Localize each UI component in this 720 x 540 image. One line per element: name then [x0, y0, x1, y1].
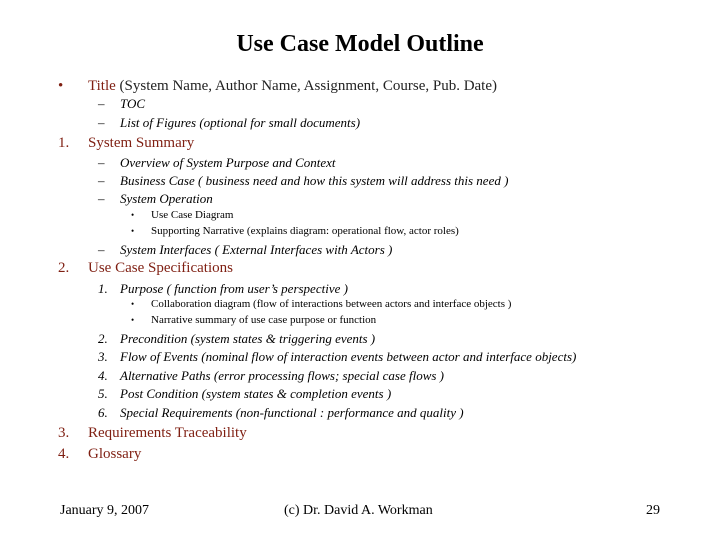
- outline-item-collaboration-diagram: [0, 298, 720, 313]
- outline-item-text: System Operation: [120, 191, 213, 206]
- outline-item-use-case-diagram: [0, 209, 720, 224]
- outline-item-text: List of Figures (optional for small documents): [120, 115, 361, 130]
- dash-marker: –: [98, 96, 105, 111]
- outline-item-text: Precondition (system states & triggering events ): [120, 331, 376, 346]
- dash-marker: –: [98, 173, 105, 188]
- outline-item-title: [0, 78, 720, 98]
- outline-item-text: Purpose ( function from user’s perspective ): [120, 281, 348, 296]
- outline-item-supporting-narrative: [0, 225, 720, 240]
- dash-marker: –: [98, 115, 105, 130]
- title-detail: (System Name, Author Name, Assignment, Course, Pub. Date): [119, 78, 498, 94]
- number-marker: 6.: [98, 405, 108, 420]
- footer-date: January 9, 2007: [60, 503, 150, 518]
- outline-item-text: Supporting Narrative (explains diagram: operational flow, actor roles): [151, 225, 459, 237]
- footer-page-number: 29: [646, 503, 660, 518]
- outline-item-post-condition: [0, 386, 720, 404]
- outline-section-3: [0, 425, 720, 445]
- outline-item-toc: [0, 96, 720, 114]
- section-heading: System Summary: [88, 135, 195, 151]
- bullet-marker: •: [131, 226, 135, 236]
- outline-item-text: Business Case ( business need and how this system will address this need ): [120, 173, 509, 188]
- bullet-marker: •: [131, 210, 135, 220]
- outline-item-system-operation: [0, 191, 720, 209]
- outline-section-1: [0, 135, 720, 155]
- outline-item-text: Special Requirements (non-functional : performance and quality ): [120, 405, 464, 420]
- bullet-marker: •: [58, 78, 64, 94]
- outline-item-special-requirements: [0, 405, 720, 423]
- title-label: Title: [88, 78, 116, 94]
- outline-item-narrative-summary: [0, 314, 720, 329]
- bullet-marker: •: [131, 315, 135, 325]
- outline-item-text: Use Case Diagram: [151, 209, 234, 221]
- outline-item-list-of-figures: [0, 115, 720, 133]
- section-heading: Requirements Traceability: [88, 425, 247, 441]
- dash-marker: –: [98, 191, 105, 206]
- footer-author: (c) Dr. David A. Workman: [284, 503, 433, 518]
- outline-item-business-case: [0, 173, 720, 191]
- number-marker: 4.: [58, 446, 70, 462]
- dash-marker: –: [98, 155, 105, 170]
- outline-item-text: Flow of Events (nominal flow of interaction events between actor and interface objects): [120, 349, 577, 364]
- number-marker: 1.: [58, 135, 70, 151]
- outline-item-text: Post Condition (system states & completion events ): [120, 386, 392, 401]
- number-marker: 2.: [58, 260, 70, 276]
- outline-item-text: System Interfaces ( External Interfaces with Actors ): [120, 242, 393, 257]
- outline-section-4: [0, 446, 720, 466]
- outline-item-system-interfaces: [0, 242, 720, 260]
- number-marker: 3.: [98, 349, 108, 364]
- outline-item-text: Alternative Paths (error processing flows; special case flows ): [120, 368, 444, 383]
- number-marker: 4.: [98, 368, 108, 383]
- outline-item-text: TOC: [120, 96, 146, 111]
- slide-title: Use Case Model Outline: [236, 31, 484, 57]
- bullet-marker: •: [131, 299, 135, 309]
- outline-item-alternative-paths: [0, 368, 720, 386]
- outline-item-text: Narrative summary of use case purpose or function: [151, 314, 377, 326]
- outline-item-purpose: [0, 281, 720, 299]
- outline-item-text: Overview of System Purpose and Context: [120, 155, 336, 170]
- outline-item-flow-of-events: [0, 349, 720, 367]
- outline-item-precondition: [0, 331, 720, 349]
- outline-item-overview: [0, 155, 720, 173]
- number-marker: 1.: [98, 281, 108, 296]
- number-marker: 5.: [98, 386, 108, 401]
- outline-section-2: [0, 260, 720, 280]
- dash-marker: –: [98, 242, 105, 257]
- number-marker: 2.: [98, 331, 108, 346]
- section-heading: Use Case Specifications: [88, 260, 233, 276]
- section-heading: Glossary: [88, 446, 142, 462]
- outline-item-title-text: [88, 78, 497, 95]
- outline-item-text: Collaboration diagram (flow of interactions between actors and interface objects ): [151, 298, 512, 310]
- number-marker: 3.: [58, 425, 70, 441]
